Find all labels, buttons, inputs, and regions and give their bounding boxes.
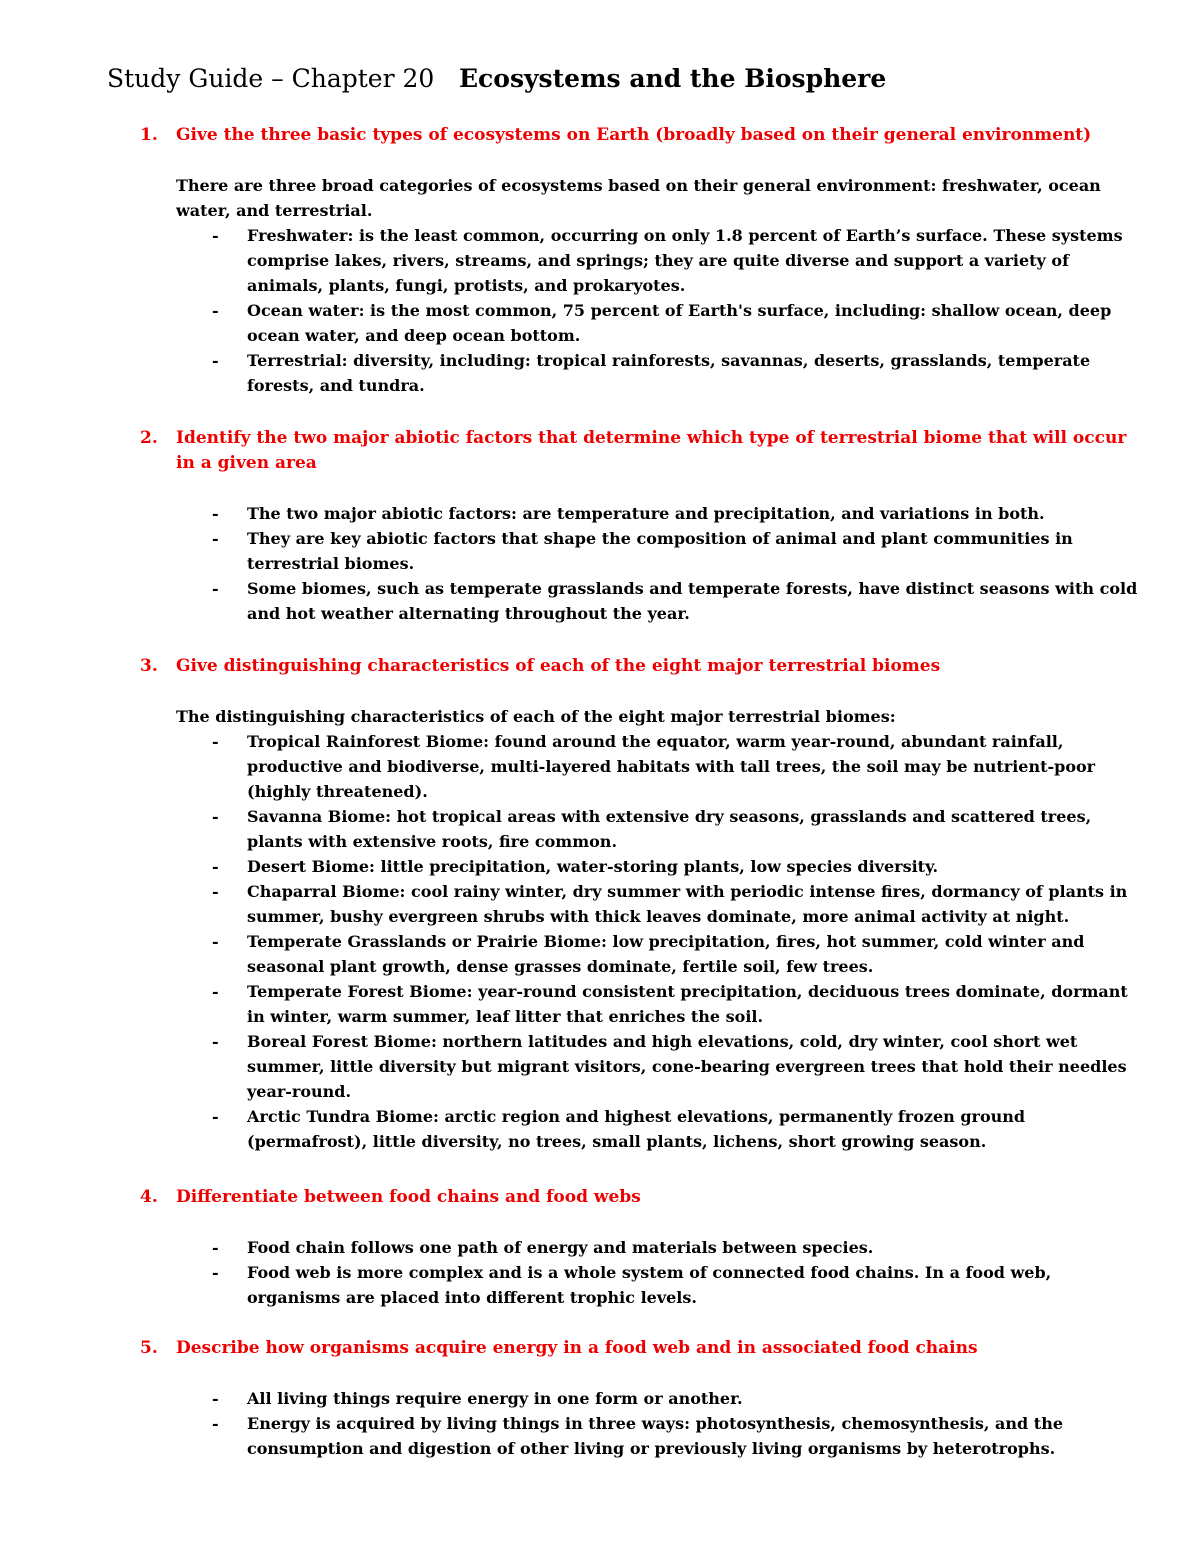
list-item: - All living things require energy in one form or another. <box>212 1389 743 1408</box>
list-item: - They are key abiotic factors that shape the composition of animal and plant communities in terrestrial biomes. <box>212 529 1073 573</box>
page-title <box>107 62 1107 96</box>
list-item: - Boreal Forest Biome: northern latitudes and high elevations, cold, dry winter, cool short wet summer, little diversity but migrant visitors, cone-bearing evergreen trees that hold their needles year-round. <box>212 1032 1127 1101</box>
section-4 <box>140 1185 1140 1310</box>
list-item: - Freshwater: is the least common, occurring on only 1.8 percent of Earth’s surface. These systems comprise lakes, rivers, streams, and springs; they are quite diverse and support a variety of animals, plants, fungi, protists, and prokaryotes. <box>212 226 1123 295</box>
list-item: - Some biomes, such as temperate grasslands and temperate forests, have distinct seasons with cold and hot weather alternating throughout the year. <box>212 579 1138 623</box>
question-text: Give the three basic types of ecosystems on Earth (broadly based on their general environment) <box>176 125 1092 145</box>
list-item: - Chaparral Biome: cool rainy winter, dry summer with periodic intense fires, dormancy of plants in summer, bushy evergreen shrubs with thick leaves dominate, more animal activity at night. <box>212 882 1128 926</box>
list-item: - Temperate Forest Biome: year-round consistent precipitation, deciduous trees dominate, dormant in winter, warm summer, leaf litter that enriches the soil. <box>212 982 1128 1026</box>
list-item: - Ocean water: is the most common, 75 percent of Earth's surface, including: shallow ocean, deep ocean water, and deep ocean bottom. <box>212 301 1112 345</box>
list-item: - Food chain follows one path of energy and materials between species. <box>212 1238 874 1257</box>
question-heading <box>140 1336 1140 1361</box>
bullet-list <box>140 1235 1140 1310</box>
question-heading <box>140 123 1140 148</box>
question-heading <box>140 654 1140 679</box>
list-item: - Food web is more complex and is a whole system of connected food chains. In a food web, organisms are placed into different trophic levels. <box>212 1263 1052 1307</box>
bullet-list <box>140 223 1140 398</box>
section-5 <box>140 1336 1140 1461</box>
question-text: Describe how organisms acquire energy in a food web and in associated food chains <box>176 1338 978 1358</box>
question-number: 3. <box>140 656 158 676</box>
question-number: 4. <box>140 1187 158 1207</box>
list-item: - Energy is acquired by living things in three ways: photosynthesis, chemosynthesis, and the consumption and digestion of other living or previously living organisms by heterotrophs. <box>212 1414 1064 1458</box>
title-topic: Ecosystems and the Biosphere <box>459 64 887 93</box>
section-intro: There are three broad categories of ecosystems based on their general environment: freshwater, ocean water, and terrestrial. <box>176 176 1101 220</box>
bullet-list <box>140 501 1140 626</box>
question-heading <box>140 426 1140 476</box>
list-item: - Desert Biome: little precipitation, water-storing plants, low species diversity. <box>212 857 939 876</box>
question-text: Identify the two major abiotic factors that determine which type of terrestrial biome that will occur in a given area <box>176 428 1127 473</box>
section-3 <box>140 654 1140 1154</box>
section-1 <box>140 123 1140 398</box>
bullet-list <box>140 729 1140 1154</box>
list-item: - Temperate Grasslands or Prairie Biome: low precipitation, fires, hot summer, cold winter and seasonal plant growth, dense grasses dominate, fertile soil, few trees. <box>212 932 1085 976</box>
list-item: - Terrestrial: diversity, including: tropical rainforests, savannas, deserts, grasslands, temperate forests, and tundra. <box>212 351 1091 395</box>
section-2 <box>140 426 1140 626</box>
question-number: 1. <box>140 125 158 145</box>
list-item: - The two major abiotic factors: are temperature and precipitation, and variations in both. <box>212 504 1045 523</box>
list-item: - Arctic Tundra Biome: arctic region and highest elevations, permanently frozen ground (permafrost), little diversity, no trees, small plants, lichens, short growing season. <box>212 1107 1026 1151</box>
bullet-list <box>140 1386 1140 1461</box>
question-text: Give distinguishing characteristics of each of the eight major terrestrial biomes <box>176 656 941 676</box>
list-item: - Savanna Biome: hot tropical areas with extensive dry seasons, grasslands and scattered trees, plants with extensive roots, fire common. <box>212 807 1092 851</box>
section-intro: The distinguishing characteristics of each of the eight major terrestrial biomes: <box>176 707 896 726</box>
question-text: Differentiate between food chains and food webs <box>176 1187 641 1207</box>
question-number: 2. <box>140 428 158 448</box>
question-heading <box>140 1185 1140 1210</box>
list-item: - Tropical Rainforest Biome: found around the equator, warm year-round, abundant rainfall, productive and biodiverse, multi-layered habitats with tall trees, the soil may be nutrient-poor (highly threatened). <box>212 732 1096 801</box>
title-chapter: Study Guide – Chapter 20 <box>107 64 435 93</box>
question-number: 5. <box>140 1338 158 1358</box>
